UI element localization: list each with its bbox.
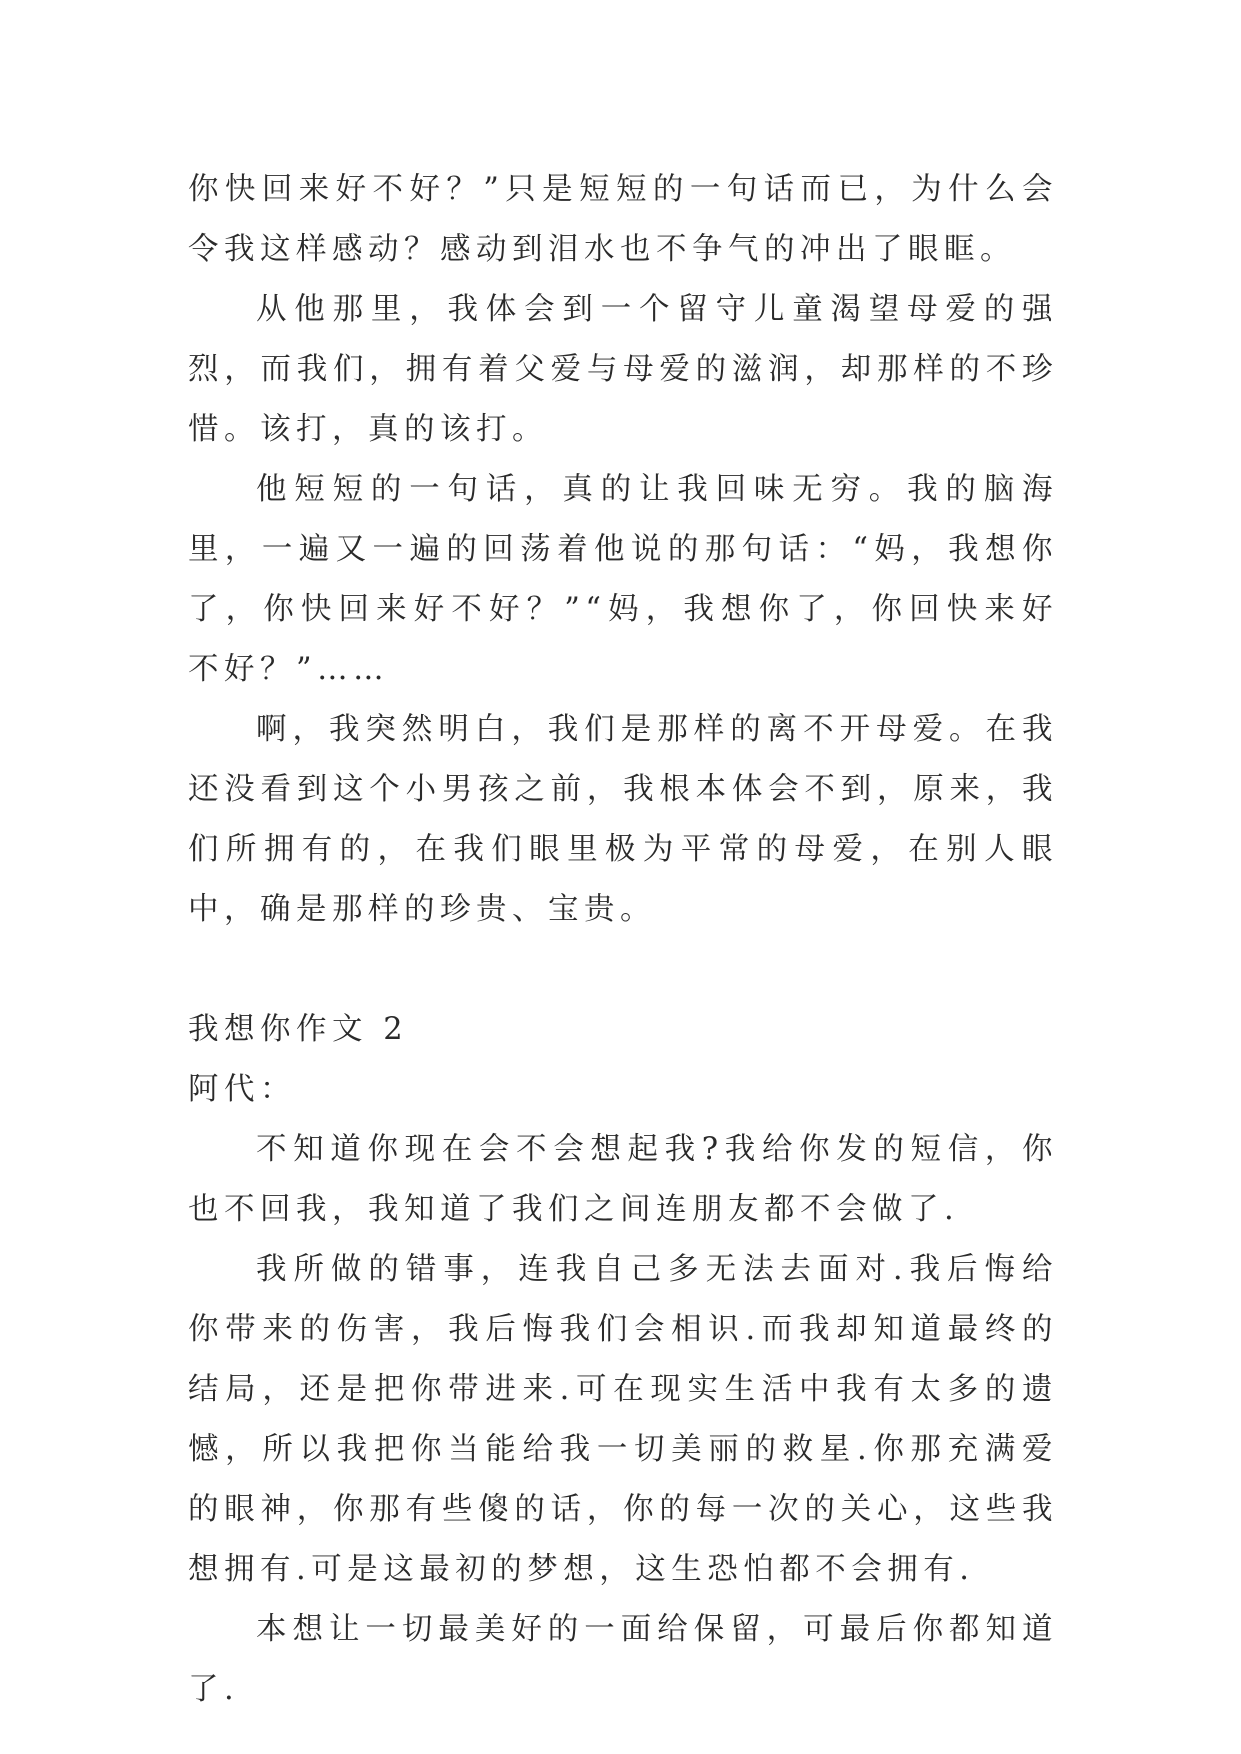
paragraph: 不知道你现在会不会想起我?我给你发的短信，你也不回我，我知道了我们之间连朋友都不会做了. — [188, 1132, 1058, 1227]
paragraph: 本想让一切最美好的一面给保留，可最后你都知道了. — [188, 1612, 1058, 1707]
paragraph: 啊，我突然明白，我们是那样的离不开母爱。在我还没看到这个小男孩之前，我根本体会不到，原来，我们所拥有的，在我们眼里极为平常的母爱，在别人眼中，确是那样的珍贵、宝贵。 — [188, 712, 1058, 927]
letter-salutation: 阿代： — [188, 1072, 296, 1107]
paragraph: 从他那里，我体会到一个留守儿童渴望母爱的强烈，而我们，拥有着父爱与母爱的滋润，却那样的不珍惜。该打，真的该打。 — [188, 292, 1058, 447]
document-body — [188, 160, 1058, 1720]
paragraph: 他短短的一句话，真的让我回味无穷。我的脑海里，一遍又一遍的回荡着他说的那句话：“妈，我想你了，你快回来好不好？”“妈，我想你了，你回快来好不好？”…… — [188, 472, 1058, 687]
section-title: 我想你作文 2 — [188, 1012, 409, 1047]
paragraph: 我所做的错事，连我自己多无法去面对.我后悔给你带来的伤害，我后悔我们会相识.而我却知道最终的结局，还是把你带进来.可在现实生活中我有太多的遗憾，所以我把你当能给我一切美丽的救星.你那充满爱的眼神，你那有些傻的话，你的每一次的关心，这些我想拥有.可是这最初的梦想，这生恐怕都不会拥有. — [188, 1252, 1058, 1587]
section-spacer — [188, 940, 1058, 1000]
paragraph: 你快回来好不好？”只是短短的一句话而已，为什么会令我这样感动？感动到泪水也不争气的冲出了眼眶。 — [188, 172, 1058, 267]
